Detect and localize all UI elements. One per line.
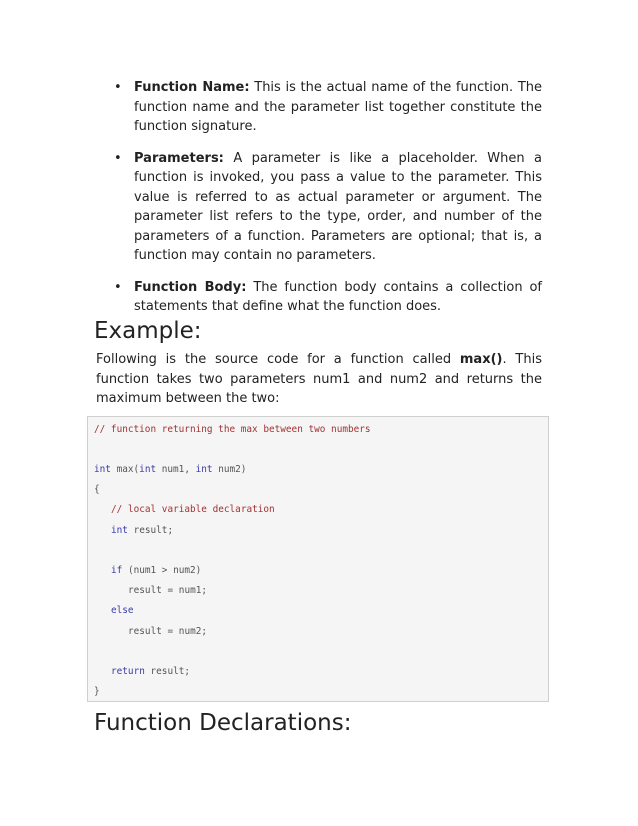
bullet-text: The function body contains a collection of statements that define what the function does. xyxy=(134,279,543,314)
code-line-local-comment xyxy=(111,504,275,515)
bullet-function-name xyxy=(96,78,542,137)
declarations-heading: Function Declarations: xyxy=(94,710,352,736)
bullet-function-body xyxy=(96,278,542,317)
code-keyword: int xyxy=(94,464,111,475)
code-keyword: int xyxy=(195,464,213,475)
bullet-text: This is the actual name of the function. The function name and the parameter list together constitute the function signature. xyxy=(134,80,542,134)
code-line-declaration xyxy=(111,525,173,536)
bullet-term: Parameters: xyxy=(134,150,224,166)
code-text: (num1 > num2) xyxy=(122,565,202,576)
code-text: { xyxy=(94,484,100,495)
code-line-close-brace xyxy=(94,686,100,697)
code-text: result; xyxy=(127,525,174,536)
bullet-list xyxy=(96,78,542,329)
intro-function-name: max() xyxy=(459,352,503,367)
bullet-dot: • xyxy=(114,279,122,295)
code-line-else xyxy=(111,605,134,616)
intro-after: . This function takes two parameters num1 and num2 and returns the maximum between the two: xyxy=(96,352,542,406)
code-line-if xyxy=(111,565,201,576)
bullet-dot: • xyxy=(114,150,122,166)
bullet-term: Function Name: xyxy=(134,80,250,95)
code-text: result = num2; xyxy=(128,626,208,637)
bullet-dot: • xyxy=(114,80,122,95)
code-keyword: return xyxy=(111,666,145,677)
bullet-term: Function Body: xyxy=(134,279,247,295)
code-text: max( xyxy=(110,464,140,475)
code-comment: // local variable declaration xyxy=(111,504,275,515)
code-line-signature xyxy=(94,464,246,475)
intro-before: Following is the source code for a function called xyxy=(96,352,452,367)
code-text: num1, xyxy=(156,464,196,475)
code-line-assign1 xyxy=(128,585,207,596)
code-line-assign2 xyxy=(128,626,207,637)
intro-paragraph xyxy=(96,350,542,409)
code-line-open-brace xyxy=(94,484,100,495)
example-heading: Example: xyxy=(94,318,202,344)
code-text: result; xyxy=(144,666,191,677)
code-text: result = num1; xyxy=(128,585,208,596)
code-keyword: int xyxy=(139,464,157,475)
code-keyword: if xyxy=(111,565,123,576)
code-text: } xyxy=(94,686,100,697)
code-text: num2) xyxy=(212,464,247,475)
code-block xyxy=(87,416,549,702)
code-line-comment xyxy=(94,424,371,435)
bullet-parameters xyxy=(96,149,542,266)
code-keyword: else xyxy=(111,605,134,616)
code-comment: // function returning the max between two numbers xyxy=(94,424,371,435)
code-keyword: int xyxy=(111,525,128,536)
bullet-text: A parameter is like a placeholder. When a function is invoked, you pass a value to the parameter. This value is referred to as actual parameter or argument. The parameter list refers to the type, order, and number of the parameters of a function. Parameters are optional; that is, a function may contain no parameters. xyxy=(134,150,542,263)
code-line-return xyxy=(111,666,190,677)
